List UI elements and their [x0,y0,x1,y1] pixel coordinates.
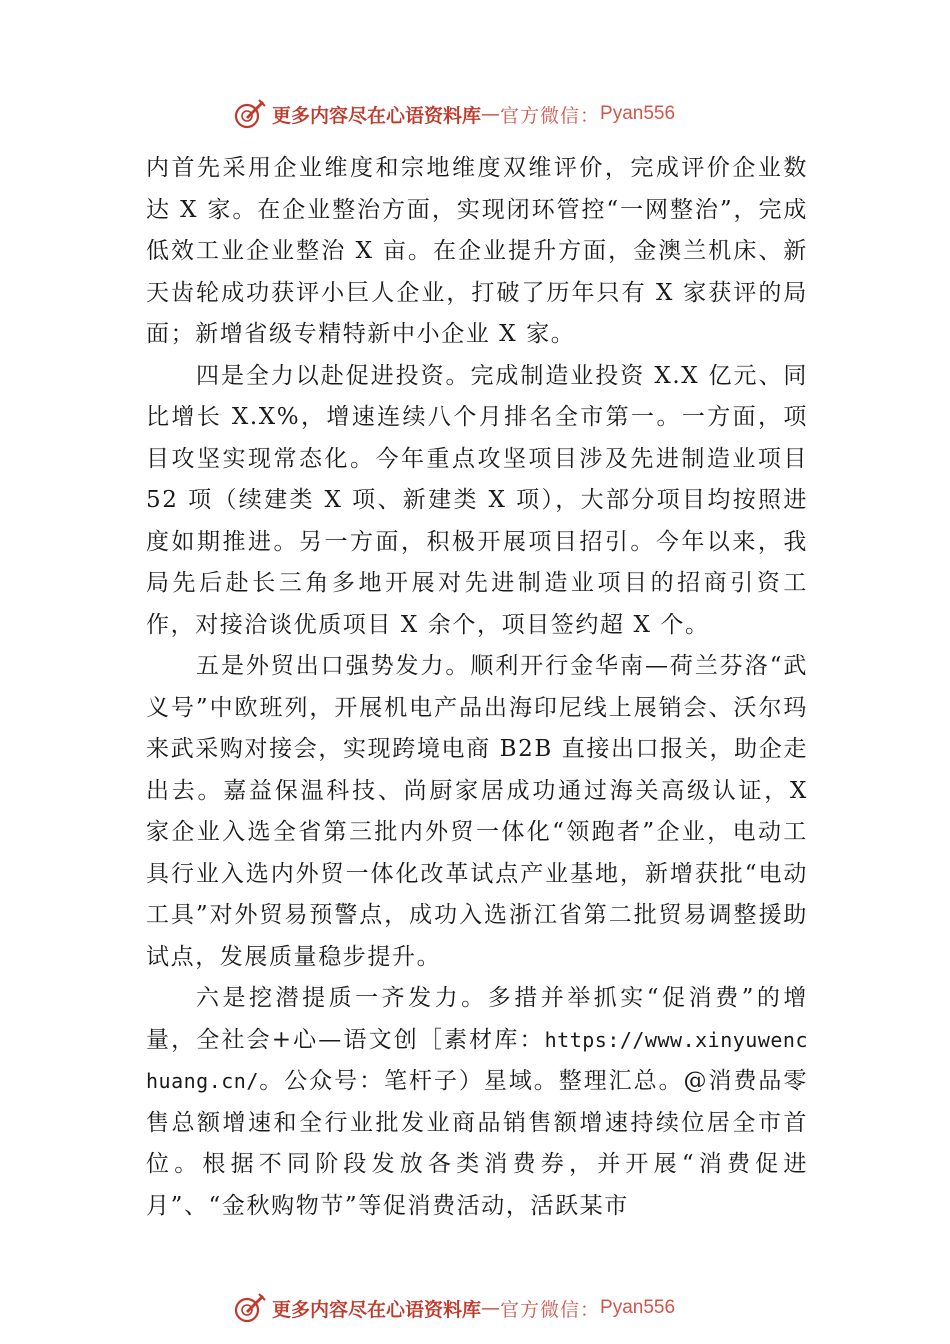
paragraph-3: 五是外贸出口强势发力。顺利开行金华南—荷兰芬洛“武义号”中欧班列，开展机电产品出海印尼线上展销会、沃尔玛 来武采购对接会，实现跨境电商 B2B 直接出口报关，助企走出去。嘉益保温科技、尚厨家居成功通过海关高级认证，X 家企业入选全省第三批内外贸一体化“领跑者”企业，电动工具行业入选内外贸一体化改革试点产业基地，新增获批“电动工具”对外贸易预警点，成功入选浙江省第二批贸易调整援助试点，发展质量稳步提升。 [146,653,808,970]
pen-logo-icon [232,97,266,131]
paragraph-1: 内首先采用企业维度和宗地维度双维评价，完成评价企业数达 X 家。在企业整治方面，实现闭环管控“一网整治”，完成低效工业企业整治 X 亩。在企业提升方面，金澳兰机床、新天齿轮成功获评小巨人企业，打破了历年只有 X 家获评的局面；新增省级专精特新中小企业 X 家。 [146,155,808,347]
document-body [146,148,808,1227]
header-dash: — [481,103,501,125]
header-banner [232,96,752,132]
footer-wechat-label: 官方微信： [500,1298,601,1321]
header-wechat-label: 官方微信： [500,104,601,127]
header-wechat-id: Pyan556 [600,103,676,124]
header-slogan: 更多内容尽在心语资料库 [272,104,482,127]
paragraph-4-url: https://www.xinyuwenchuang.cn/ [146,1027,808,1093]
footer-banner [232,1290,752,1326]
footer-dash: — [481,1297,501,1319]
footer-slogan: 更多内容尽在心语资料库 [272,1298,482,1321]
paragraph-4-text-before: 六是挖潜提质一齐发力。多措并举抓实“促消费”的增量，全社会+心—语文创［素材库： [146,985,808,1053]
paragraph-4-text-after: 。公众号：笔杆子）星域。整理汇总。@消费品零售总额增速和全行业批发业商品销售额增速持续位居全市首位。根据不同阶段发放各类消费券，并开展“消费促进月”、“金秋购物节”等促消费活动，活跃某市 [146,1068,808,1219]
footer-wechat-id: Pyan556 [600,1297,676,1318]
pen-logo-icon [232,1291,266,1325]
paragraph-2: 四是全力以赴促进投资。完成制造业投资 X.X 亿元、同比增长 X.X%，增速连续八个月排名全市第一。一方面，项目攻坚实现常态化。今年重点攻坚项目涉及先进制造业项目 52 项（续建类 X 项、新建类 X 项），大部分项目均按照进度如期推进。另一方面，积极开展项目招引。今年以来，我局先后赴长三角多地开展对先进制造业项目的招商引资工作，对接洽谈优质项目 X 余个，项目签约超 X 个。 [146,362,808,638]
paragraph-4 [146,978,808,1227]
